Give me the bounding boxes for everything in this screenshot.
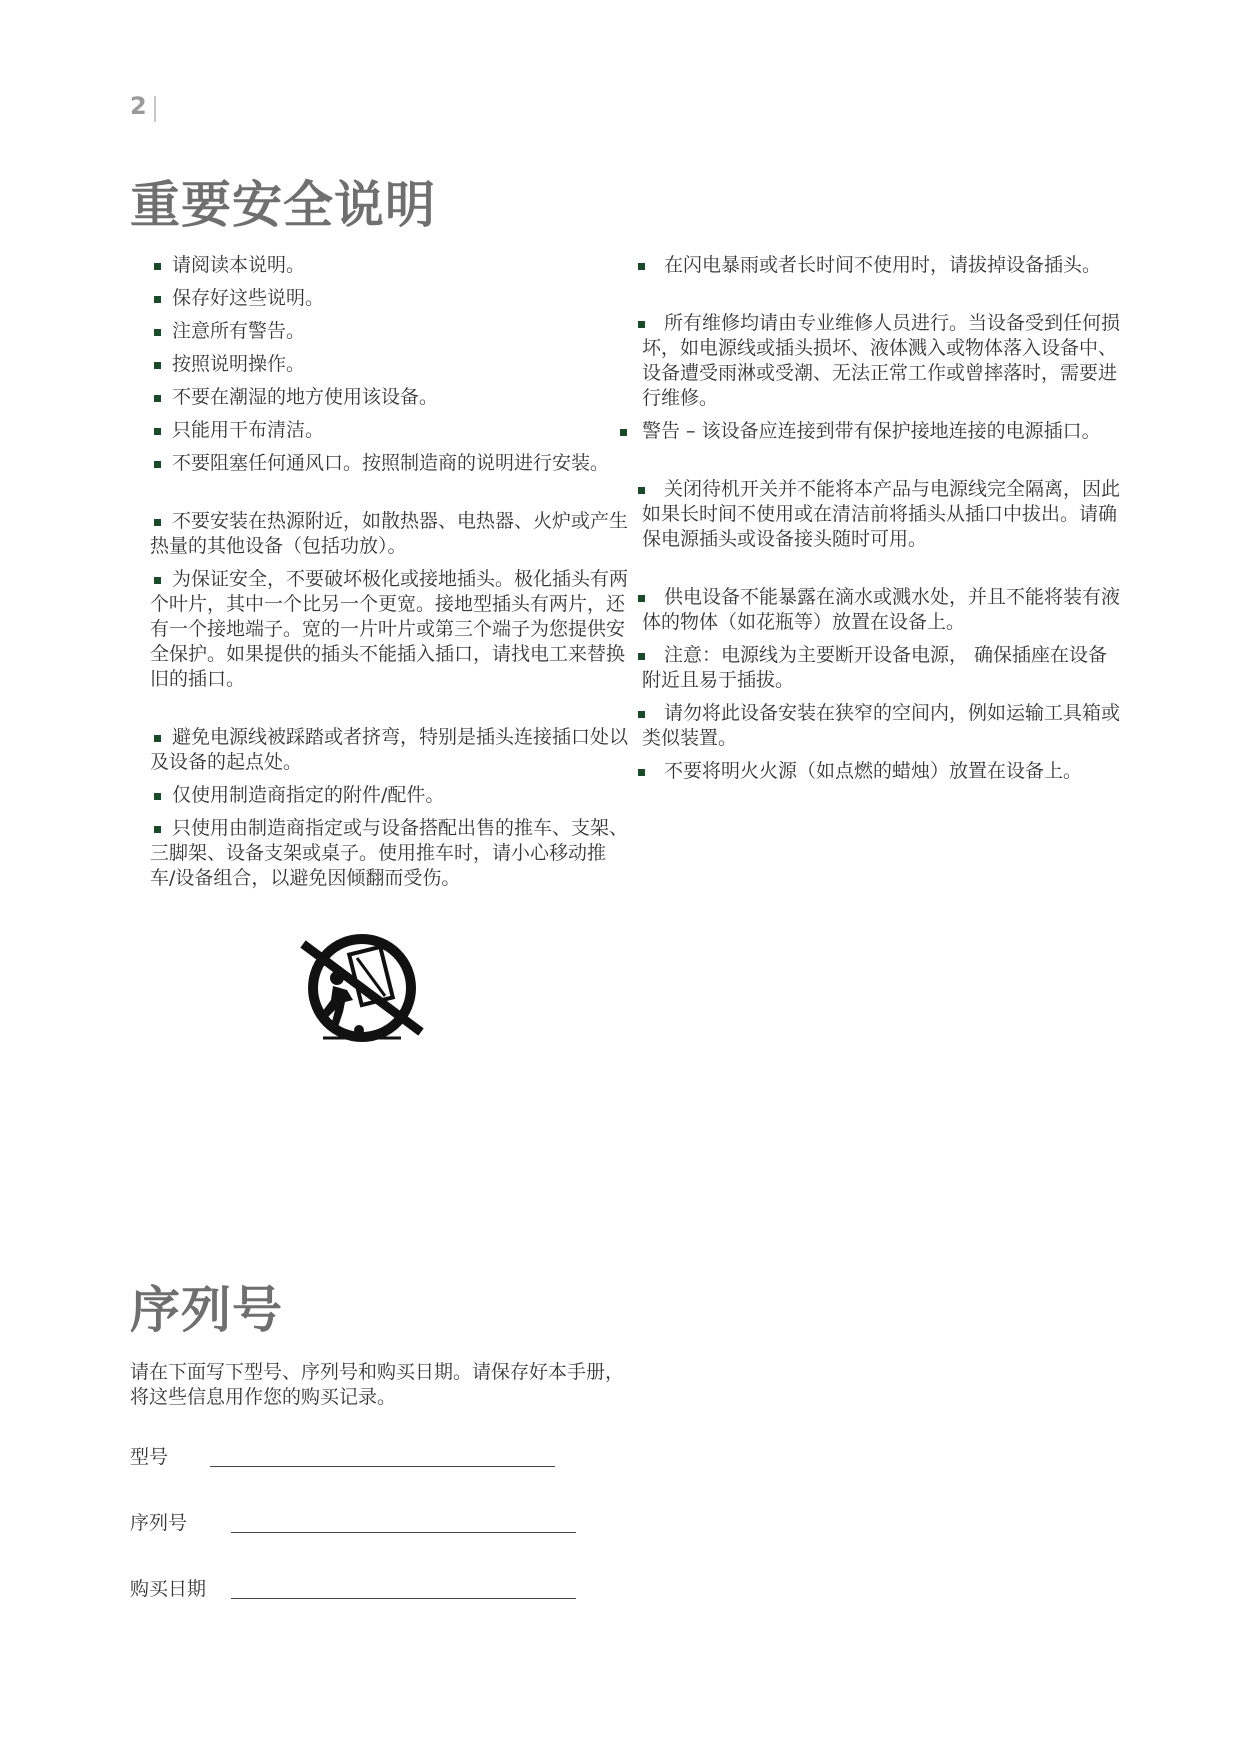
list-item: 不要阻塞任何通风口。按照制造商的说明进行安装。 — [150, 451, 630, 509]
list-item: 按照说明操作。 — [150, 352, 630, 385]
purchase-date-field[interactable] — [130, 1574, 590, 1604]
list-item: 警告 – 该设备应连接到带有保护接地连接的电源插口。 — [642, 419, 1122, 477]
bullet-icon — [620, 429, 627, 436]
list-item: 请勿将此设备安装在狭窄的空间内，例如运输工具箱或类似装置。 — [642, 701, 1122, 759]
bullet-icon — [638, 769, 645, 776]
list-item: 为保证安全，不要破坏极化或接地插头。极化插头有两个叶片，其中一个比另一个更宽。接地型插头有两片，还有一个接地端子。宽的一片叶片或第三个端子为您提供安全保护。如果提供的插头不能插入插口，请找电工来替换旧的插口。 — [150, 568, 629, 690]
serial-title: 序列号 — [130, 1281, 283, 1339]
bullet-icon — [154, 793, 161, 800]
serial-intro: 请在下面写下型号、序列号和购买日期。请保存好本手册，将这些信息用作您的购买记录。 — [130, 1361, 625, 1408]
list-item: 注意：电源线为主要断开设备电源， 确保插座在设备附近且易于插拔。 — [642, 643, 1122, 701]
bullet-icon — [638, 487, 645, 494]
list-item: 不要安装在热源附近，如散热器、电热器、火炉或产生热量的其他设备（包括功放）。 — [150, 510, 629, 557]
list-item: 注意所有警告。 — [150, 319, 630, 352]
safety-title: 重要安全说明 — [130, 176, 436, 234]
bullet-icon — [154, 296, 161, 303]
list-item: 不要在潮湿的地方使用该设备。 — [150, 385, 630, 418]
list-item: 所有维修均请由专业维修人员进行。当设备受到任何损坏，如电源线或插头损坏、液体溅入或物体落入设备中、设备遭受雨淋或受潮、无法正常工作或曾摔落时，需要进行维修。 — [642, 311, 1122, 419]
list-item: 避免电源线被踩踏或者挤弯，特别是插头连接插口处以及设备的起点处。 — [150, 726, 629, 773]
list-item: 只使用由制造商指定或与设备搭配出售的推车、支架、三脚架、设备支架或桌子。使用推车时，请小心移动推车/设备组合，以避免因倾翻而受伤。 — [150, 817, 629, 889]
page-number: 2 — [130, 92, 147, 120]
model-line[interactable] — [210, 1466, 555, 1467]
serial-number-line[interactable] — [231, 1532, 576, 1533]
bullet-icon — [154, 519, 161, 526]
serial-number-label: 序列号 — [130, 1512, 188, 1534]
serial-number-field[interactable] — [130, 1508, 590, 1538]
list-item: 只能用干布清洁。 — [150, 418, 630, 451]
bullet-icon — [638, 321, 645, 328]
model-field[interactable] — [130, 1442, 570, 1472]
cart-tip-over-warning-icon — [297, 930, 427, 1060]
list-item: 在闪电暴雨或者长时间不使用时，请拔掉设备插头。 — [642, 253, 1122, 311]
list-item: 请阅读本说明。 — [150, 253, 630, 286]
bullet-icon — [154, 263, 161, 270]
bullet-icon — [154, 577, 161, 584]
list-item: 仅使用制造商指定的附件/配件。 — [150, 783, 630, 816]
list-item: 供电设备不能暴露在滴水或溅水处，并且不能将装有液体的物体（如花瓶等）放置在设备上。 — [642, 585, 1122, 643]
list-item: 关闭待机开关并不能将本产品与电源线完全隔离，因此如果长时间不使用或在清洁前将插头从插口中拔出。请确保电源插头或设备接头随时可用。 — [642, 477, 1122, 585]
bullet-icon — [154, 461, 161, 468]
purchase-date-line[interactable] — [231, 1598, 576, 1599]
list-item: 不要将明火火源（如点燃的蜡烛）放置在设备上。 — [642, 759, 1122, 817]
bullet-icon — [154, 329, 161, 336]
list-item: 保存好这些说明。 — [150, 286, 630, 319]
bullet-icon — [154, 395, 161, 402]
safety-list-left — [150, 253, 630, 916]
bullet-icon — [154, 826, 161, 833]
model-label: 型号 — [130, 1446, 169, 1468]
bullet-icon — [154, 735, 161, 742]
purchase-date-label: 购买日期 — [130, 1578, 207, 1600]
bullet-icon — [638, 653, 645, 660]
safety-list-right — [642, 253, 1122, 817]
bullet-icon — [638, 263, 645, 270]
bullet-icon — [154, 428, 161, 435]
page-number-divider — [154, 96, 156, 122]
bullet-icon — [638, 595, 645, 602]
bullet-icon — [154, 362, 161, 369]
bullet-icon — [638, 711, 645, 718]
